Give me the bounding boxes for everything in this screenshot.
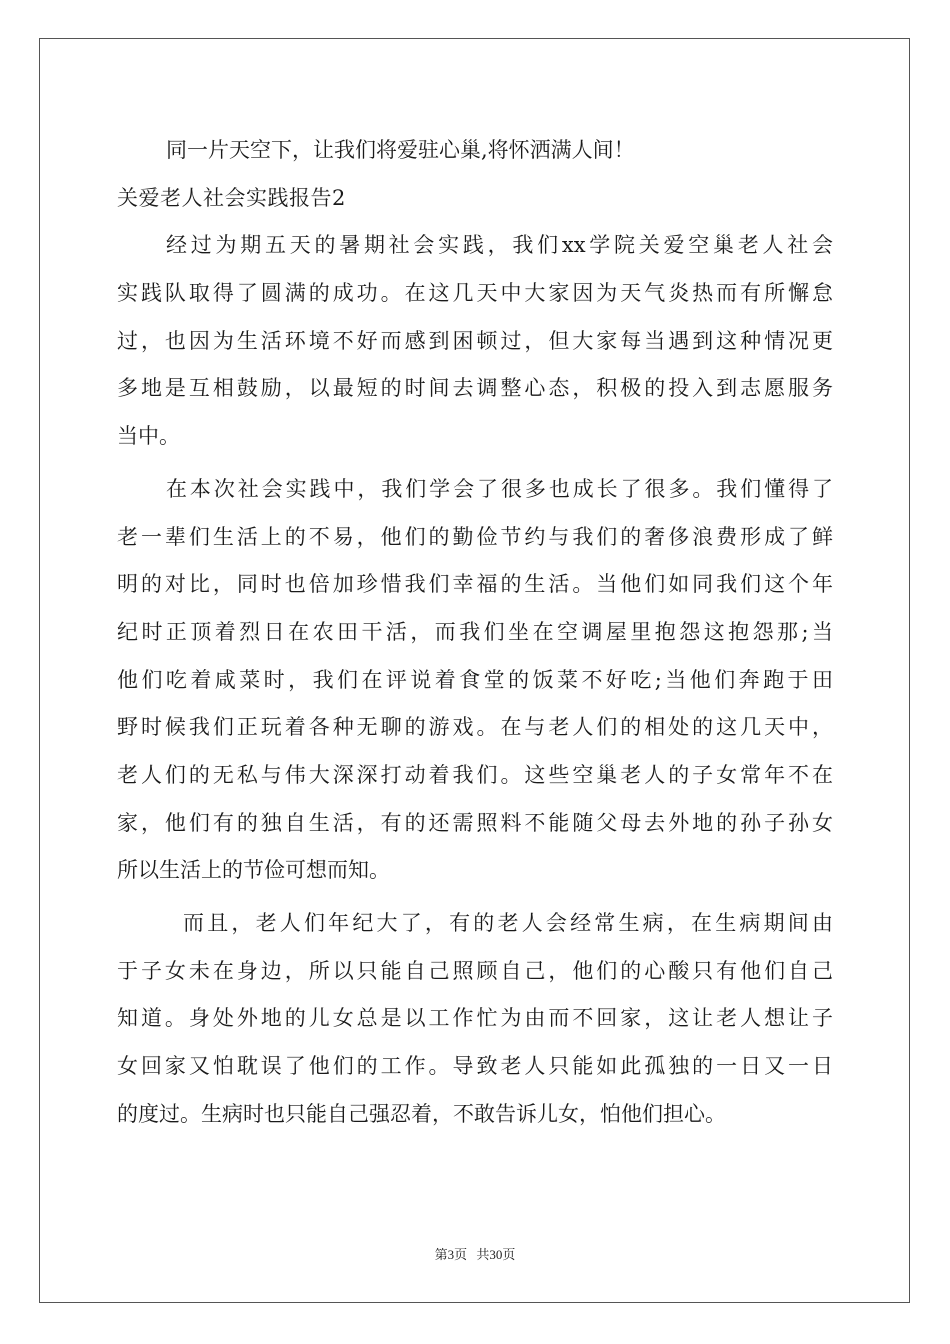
paragraph-line: 他们吃着咸菜时，我们在评说着食堂的饭菜不好吃;当他们奔跑于田 [117,667,833,692]
paragraph-3 [117,900,833,1138]
paragraph-line: 在本次社会实践中，我们学会了很多也成长了很多。我们懂得了 [166,476,833,501]
section-title: 关爱老人社会实践报告2 [117,185,346,210]
paragraph-line: 纪时正顶着烈日在农田干活，而我们坐在空调屋里抱怨这抱怨那;当 [117,619,833,644]
paragraph-line: 过，也因为生活环境不好而感到困顿过，但大家每当遇到这种情况更 [117,328,833,353]
paragraph-line: 所以生活上的节俭可想而知。 [117,858,390,883]
paragraph-line: 女回家又怕耽误了他们的工作。导致老人只能如此孤独的一日又一日 [117,1054,833,1079]
paragraph-2 [117,466,833,895]
paragraph-line: 多地是互相鼓励，以最短的时间去调整心态，积极的投入到志愿服务 [117,376,833,401]
document-body [117,127,833,1138]
paragraph-line: 野时候我们正玩着各种无聊的游戏。在与老人们的相处的这几天中， [117,715,833,740]
paragraph-line: 明的对比，同时也倍加珍惜我们幸福的生活。当他们如同我们这个年 [117,572,833,597]
paragraph-line: 实践队取得了圆满的成功。在这几天中大家因为天气炎热而有所懈怠 [117,281,833,306]
paragraph-line: 经过为期五天的暑期社会实践，我们xx学院关爱空巢老人社会 [166,233,833,258]
page-number: 第3页 [434,1247,468,1262]
paragraph-1 [117,222,833,460]
paragraph-line: 家，他们有的独自生活，有的还需照料不能随父母去外地的孙子孙女 [117,810,833,835]
paragraph-line: 知道。身处外地的儿女总是以工作忙为由而不回家，这让老人想让子 [117,1006,833,1031]
paragraph-line: 当中。 [117,424,180,449]
paragraph-line: 而且，老人们年纪大了，有的老人会经常生病，在生病期间由 [183,911,833,935]
paragraph-line: 老一辈们生活上的不易，他们的勤俭节约与我们的奢侈浪费形成了鲜 [117,524,833,549]
opening-line: 同一片天空下，让我们将爱驻心巢,将怀洒满人间！ [166,138,635,162]
page-footer [0,1244,950,1263]
paragraph-line: 于子女未在身边，所以只能自己照顾自己，他们的心酸只有他们自己 [117,958,833,983]
paragraph-line: 老人们的无私与伟大深深打动着我们。这些空巢老人的子女常年不在 [117,762,833,787]
paragraph-line: 的度过。生病时也只能自己强忍着，不敢告诉儿女，怕他们担心。 [117,1101,726,1126]
page-total: 共30页 [476,1247,516,1262]
